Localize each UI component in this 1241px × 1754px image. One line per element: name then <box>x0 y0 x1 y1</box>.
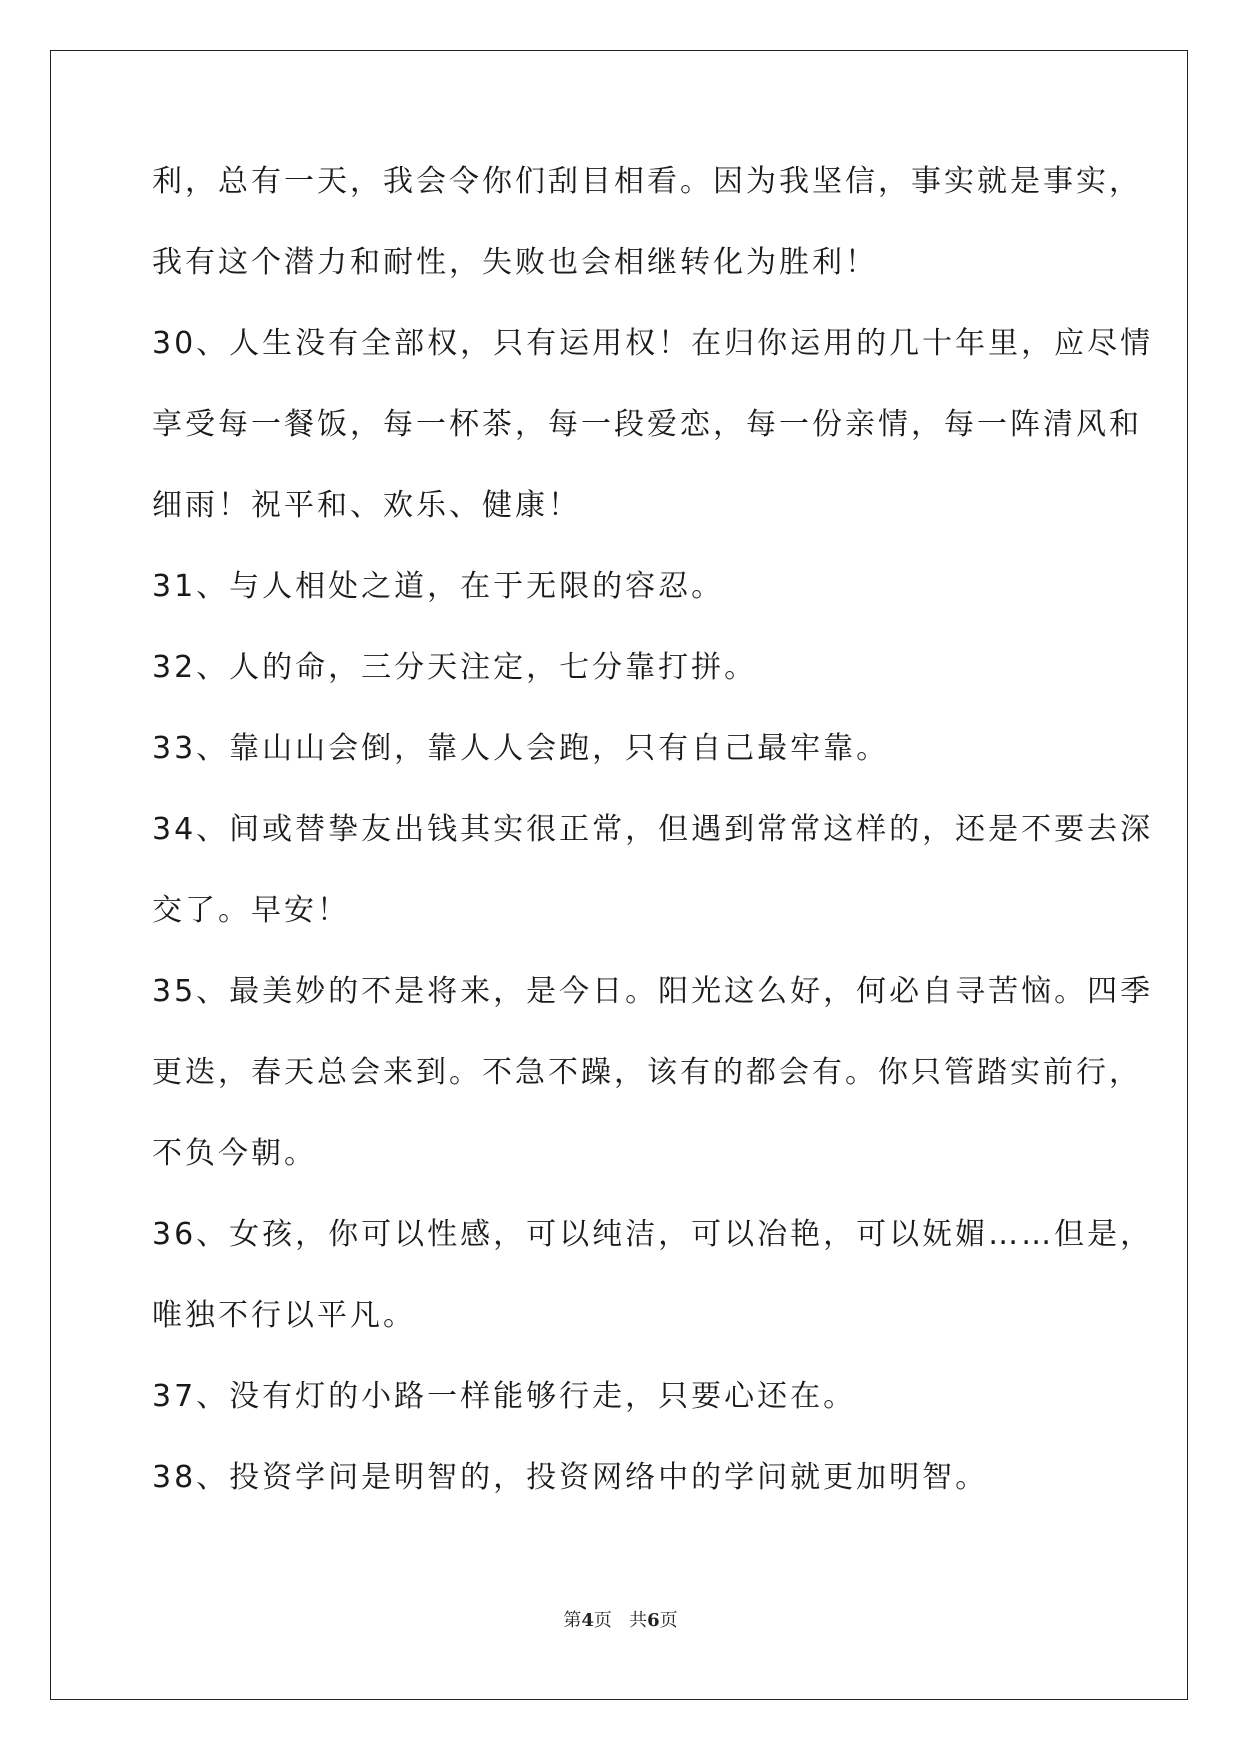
text-line: 更迭，春天总会来到。不急不躁，该有的都会有。你只管踏实前行， <box>152 1055 1142 1090</box>
text-line: 享受每一餐饭，每一杯茶，每一段爱恋，每一份亲情，每一阵清风和 <box>152 407 1142 442</box>
text-line: 细雨！祝平和、欢乐、健康！ <box>152 488 581 523</box>
footer-total-prefix: 共 <box>629 1610 648 1631</box>
footer-page-suffix: 页 <box>593 1610 612 1631</box>
text-line: 利，总有一天，我会令你们刮目相看。因为我坚信，事实就是事实， <box>152 164 1142 199</box>
text-line: 33、靠山山会倒，靠人人会跑，只有自己最牢靠。 <box>152 731 890 766</box>
footer-prefix: 第 <box>563 1610 582 1631</box>
text-line: 32、人的命，三分天注定，七分靠打拼。 <box>152 650 758 685</box>
current-page-number: 4 <box>581 1610 594 1631</box>
text-line: 38、投资学问是明智的，投资网络中的学问就更加明智。 <box>152 1460 989 1495</box>
text-line: 交了。早安！ <box>152 893 350 928</box>
text-line: 31、与人相处之道，在于无限的容忍。 <box>152 569 725 604</box>
text-line: 我有这个潜力和耐性，失败也会相继转化为胜利！ <box>152 245 878 280</box>
text-line: 唯独不行以平凡。 <box>152 1298 416 1333</box>
text-line: 34、间或替挚友出钱其实很正常，但遇到常常这样的，还是不要去深 <box>152 812 1154 847</box>
text-line: 36、女孩，你可以性感，可以纯洁，可以冶艳，可以妩媚……但是， <box>152 1217 1154 1252</box>
text-line: 30、人生没有全部权，只有运用权！在归你运用的几十年里，应尽情 <box>152 326 1154 361</box>
text-line: 35、最美妙的不是将来，是今日。阳光这么好，何必自寻苦恼。四季 <box>152 974 1154 1009</box>
total-page-number: 6 <box>647 1610 660 1631</box>
footer-total-suffix: 页 <box>659 1610 678 1631</box>
text-line: 不负今朝。 <box>152 1136 317 1171</box>
page-footer <box>0 1606 1241 1632</box>
document-body <box>152 162 1154 1539</box>
text-line: 37、没有灯的小路一样能够行走，只要心还在。 <box>152 1379 857 1414</box>
